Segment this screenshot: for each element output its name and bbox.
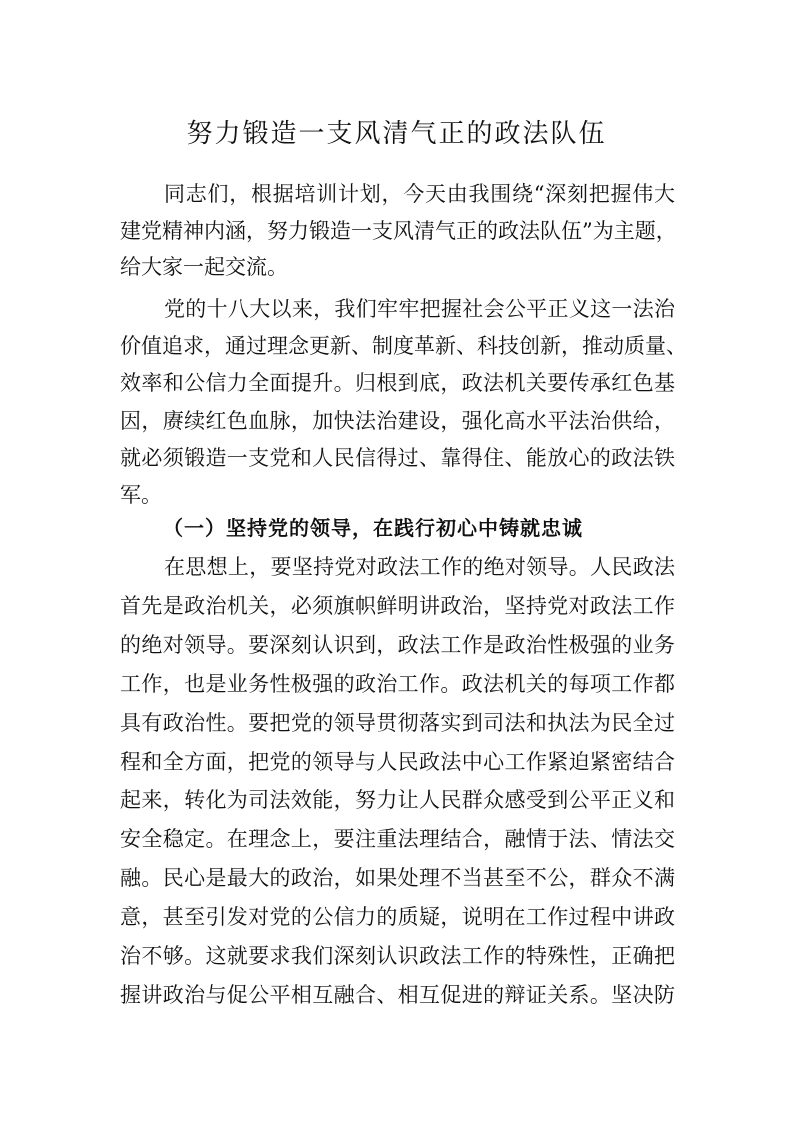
text-line: 给大家一起交流。: [120, 255, 288, 279]
text-line: 就必须锻造一支党和人民信得过、靠得住、能放心的政法铁: [120, 445, 675, 470]
text-line: 因，赓续红色血脉，加快法治建设，强化高水平法治供给，: [120, 408, 675, 433]
paragraph-section-one: [120, 548, 675, 1015]
paragraph-background: [120, 291, 687, 514]
text-line: 融。民心是最大的政治，如果处理不当甚至不公，群众不满: [120, 866, 675, 891]
text-line: 治不够。这就要求我们深刻认识政法工作的特殊性，正确把: [120, 944, 675, 969]
text-line: 同志们，根据培训计划，今天由我围绕“深刻把握伟大: [164, 182, 675, 206]
text-line: 意，甚至引发对党的公信力的质疑，说明在工作过程中讲政: [120, 905, 675, 930]
text-line: 首先是政治机关，必须旗帜鲜明讲政治，坚持党对政法工作: [120, 593, 675, 618]
text-line: 工作，也是业务性极强的政治工作。政法机关的每项工作都: [120, 671, 675, 696]
text-line: 的绝对领导。要深刻认识到，政法工作是政治性极强的业务: [120, 632, 675, 657]
text-line: 程和全方面，把党的领导与人民政法中心工作紧迫紧密结合: [120, 749, 675, 774]
text-line: 军。: [120, 483, 162, 508]
text-line: 安全稳定。在理念上，要注重法理结合，融情于法、情法交: [120, 827, 675, 852]
text-line: 党的十八大以来，我们牢牢把握社会公平正义这一法治: [164, 297, 675, 321]
text-line: 具有政治性。要把党的领导贯彻落实到司法和执法为民全过: [120, 710, 675, 735]
text-line: 握讲政治与促公平相互融合、相互促进的辩证关系。坚决防: [120, 982, 675, 1007]
document-title: 努力锻造一支风清气正的政法队伍: [186, 119, 607, 150]
paragraph-intro: [120, 176, 675, 286]
text-line: 在思想上，要坚持党对政法工作的绝对领导。人民政法: [164, 555, 675, 579]
section-heading: （一）坚持党的领导，在践行初心中铸就忠诚: [163, 516, 583, 540]
text-line: 起来，转化为司法效能，努力让人民群众感受到公平正义和: [120, 788, 675, 813]
text-line: 效率和公信力全面提升。归根到底，政法机关要传承红色基: [120, 371, 675, 396]
text-line: 建党精神内涵，努力锻造一支风清气正的政法队伍”为主题，: [120, 218, 677, 243]
text-line: 价值追求，通过理念更新、制度革新、科技创新，推动质量、: [120, 334, 687, 359]
